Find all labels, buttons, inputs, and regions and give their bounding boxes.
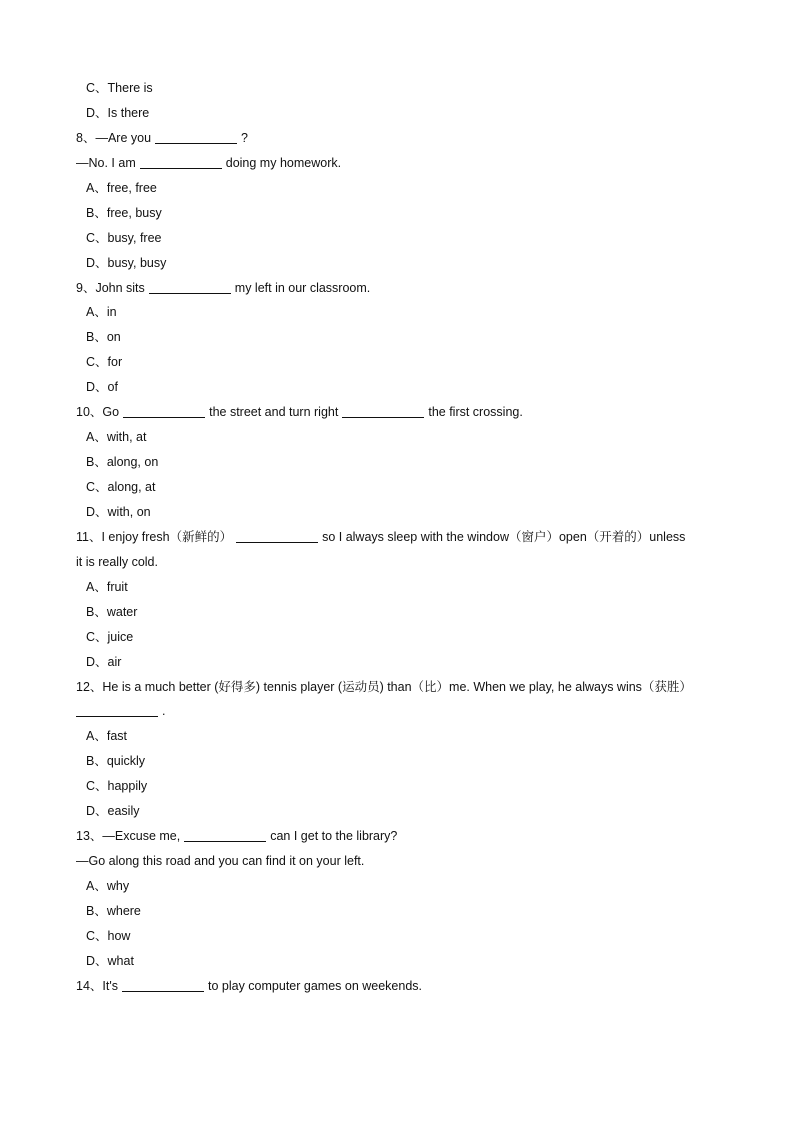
option-11a (76, 575, 721, 600)
option-10b (76, 450, 721, 475)
stem-text: the first crossing. (428, 405, 523, 420)
stem-text: doing my homework. (225, 155, 342, 170)
option-label: D、 (86, 380, 108, 395)
option-8a (76, 176, 721, 201)
question-14-stem (76, 974, 721, 999)
option-text: how (107, 928, 131, 943)
option-label: B、 (86, 330, 107, 345)
question-number: 8、 (76, 130, 96, 145)
option-label: D、 (86, 953, 108, 968)
answer-blank[interactable] (236, 530, 318, 543)
option-8d (76, 251, 721, 276)
option-text: juice (107, 629, 134, 644)
option-label: D、 (86, 255, 108, 270)
option-label: A、 (86, 180, 107, 195)
question-number: 13、 (76, 829, 103, 844)
option-label: A、 (86, 729, 107, 744)
question-8-stem (76, 126, 721, 151)
option-11d (76, 650, 721, 675)
answer-blank[interactable] (123, 405, 205, 418)
option-8c (76, 226, 721, 251)
option-label: A、 (86, 305, 107, 320)
option-label: D、 (86, 654, 108, 669)
option-text: along, on (106, 455, 159, 470)
option-10c (76, 475, 721, 500)
option-text: free, free (106, 180, 157, 195)
option-12c (76, 774, 721, 799)
stem-text: can I get to the library? (270, 829, 398, 844)
option-label: B、 (86, 604, 107, 619)
option-9c (76, 350, 721, 375)
worksheet-page (76, 76, 721, 999)
option-13a (76, 874, 721, 899)
option-9b (76, 325, 721, 350)
option-text: with, at (106, 430, 147, 445)
stem-text: —No. I am (76, 155, 136, 170)
option-label: C、 (86, 355, 108, 370)
option-text: on (106, 330, 121, 345)
option-text: of (107, 380, 118, 395)
option-12a (76, 724, 721, 749)
option-text: with, on (107, 504, 151, 519)
answer-blank[interactable] (140, 156, 222, 169)
option-text: where (106, 903, 141, 918)
stem-text: Go (102, 405, 120, 420)
answer-blank[interactable] (155, 131, 237, 144)
option-label: C、 (86, 779, 108, 794)
question-11-stem (76, 525, 721, 550)
option-text: in (106, 305, 117, 320)
option-label: C、 (86, 629, 108, 644)
option-text: fast (106, 729, 127, 744)
answer-blank[interactable] (76, 704, 158, 717)
stem-text: . (162, 704, 166, 719)
option-label: D、 (86, 105, 108, 120)
option-text: busy, free (107, 230, 162, 245)
option-label: B、 (86, 205, 107, 220)
question-12-stem (76, 675, 721, 700)
question-number: 12、 (76, 679, 103, 694)
question-13-reply (76, 849, 721, 874)
option-9d (76, 375, 721, 400)
stem-text: John sits (95, 280, 145, 295)
option-11c (76, 625, 721, 650)
option-text: air (107, 654, 122, 669)
answer-blank[interactable] (184, 829, 266, 842)
option-7c (76, 76, 721, 101)
option-8b (76, 201, 721, 226)
question-13-stem (76, 824, 721, 849)
option-12d (76, 799, 721, 824)
stem-text: the street and turn right (209, 405, 339, 420)
stem-text: my left in our classroom. (234, 280, 371, 295)
stem-text: it is really cold. (76, 554, 158, 569)
option-10a (76, 425, 721, 450)
question-10-stem (76, 400, 721, 425)
option-text: busy, busy (107, 255, 167, 270)
stem-text: He is a much better (好得多) tennis player (运动员) than（比）me. When we play, he always wins（获胜） (102, 679, 692, 694)
option-label: B、 (86, 455, 107, 470)
stem-text: ? (241, 130, 248, 145)
option-label: A、 (86, 879, 107, 893)
option-label: D、 (86, 804, 108, 819)
stem-text: —Go along this road and you can find it on your left. (76, 854, 365, 869)
option-label: D、 (86, 504, 108, 519)
question-8-reply (76, 151, 721, 176)
option-text: There is (107, 81, 153, 95)
stem-text: so I always sleep with the window（窗户）open（开着的）unless (322, 529, 686, 544)
question-number: 11、 (76, 529, 102, 544)
question-12-stem-cont (76, 699, 721, 724)
stem-text: —Excuse me, (102, 829, 181, 844)
option-text: happily (107, 779, 148, 794)
option-label: C、 (86, 81, 108, 95)
option-text: along, at (107, 480, 156, 494)
option-label: A、 (86, 430, 107, 445)
option-13b (76, 899, 721, 924)
option-text: easily (107, 804, 140, 819)
option-13d (76, 949, 721, 974)
option-7d (76, 101, 721, 126)
option-text: why (106, 879, 130, 893)
answer-blank[interactable] (149, 281, 231, 294)
question-number: 9、 (76, 280, 96, 295)
stem-text: —Are you (95, 130, 152, 145)
option-label: C、 (86, 928, 108, 943)
option-text: free, busy (106, 205, 162, 220)
question-number: 10、 (76, 405, 103, 420)
answer-blank[interactable] (122, 979, 204, 992)
option-10d (76, 500, 721, 525)
option-label: B、 (86, 903, 107, 918)
question-11-stem-cont (76, 550, 721, 575)
question-number: 14、 (76, 978, 103, 993)
option-12b (76, 749, 721, 774)
option-text: fruit (106, 579, 128, 594)
stem-text: I enjoy fresh（新鲜的） (101, 529, 233, 544)
option-label: A、 (86, 579, 107, 594)
stem-text: to play computer games on weekends. (208, 978, 423, 993)
option-text: Is there (107, 105, 150, 120)
option-text: for (107, 355, 123, 370)
answer-blank[interactable] (342, 405, 424, 418)
option-13c (76, 924, 721, 949)
option-label: C、 (86, 230, 108, 245)
option-text: quickly (106, 754, 146, 769)
question-9-stem (76, 276, 721, 301)
stem-text: It's (102, 978, 118, 993)
option-label: C、 (86, 480, 108, 494)
option-9a (76, 300, 721, 325)
option-text: water (106, 604, 138, 619)
option-text: what (107, 953, 134, 968)
option-11b (76, 600, 721, 625)
option-label: B、 (86, 754, 107, 769)
